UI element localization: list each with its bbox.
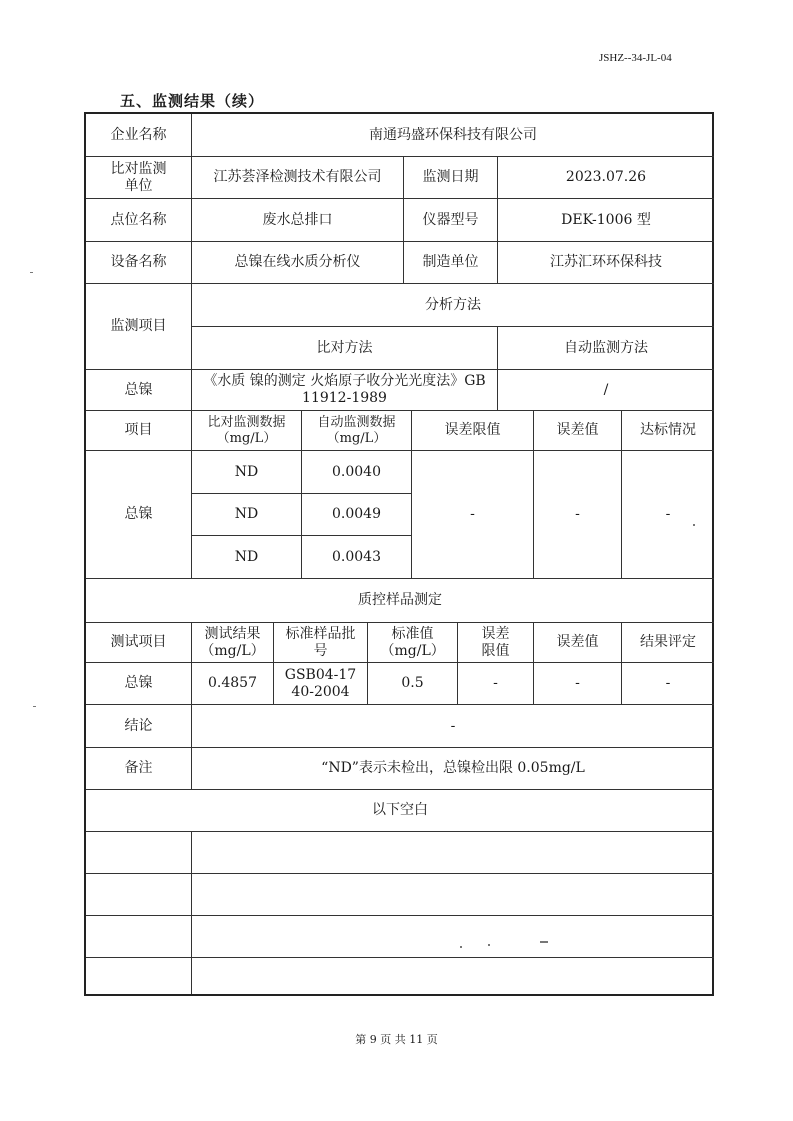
compare-method-label: 比对方法 bbox=[192, 327, 498, 370]
blank-note: 以下空白 bbox=[86, 790, 714, 832]
remark-value: “ND”表示未检出，总镍检出限 0.05mg/L bbox=[192, 748, 714, 790]
error-value: - bbox=[534, 451, 622, 579]
results-header-compare: 比对监测数据（mg/L） bbox=[192, 411, 302, 451]
qc-evaluation: - bbox=[622, 663, 714, 705]
device-label: 设备名称 bbox=[86, 242, 192, 284]
results-header-error: 误差值 bbox=[534, 411, 622, 451]
empty-cell bbox=[86, 958, 192, 994]
empty-cell bbox=[86, 832, 192, 874]
auto-method-value: / bbox=[498, 370, 714, 411]
analysis-method-label: 分析方法 bbox=[192, 284, 714, 327]
page-number: 第 9 页 共 11 页 bbox=[355, 1033, 438, 1046]
qc-batch: GSB04-1740-2004 bbox=[274, 663, 368, 705]
conclusion-value: - bbox=[192, 705, 714, 748]
results-header-auto: 自动监测数据（mg/L） bbox=[302, 411, 412, 451]
document-code: JSHZ--34-JL-04 bbox=[599, 52, 672, 64]
qc-header-item: 测试项目 bbox=[86, 623, 192, 663]
empty-cell bbox=[192, 832, 714, 874]
compare-value-2: ND bbox=[192, 494, 302, 536]
qc-header-batch: 标准样品批号 bbox=[274, 623, 368, 663]
qc-result: 0.4857 bbox=[192, 663, 274, 705]
scan-speck bbox=[460, 946, 462, 948]
scan-speck bbox=[693, 524, 695, 526]
scan-speck bbox=[30, 272, 33, 273]
results-header-limit: 误差限值 bbox=[412, 411, 534, 451]
empty-cell bbox=[86, 916, 192, 958]
empty-cell bbox=[192, 958, 714, 994]
scan-speck bbox=[540, 941, 548, 943]
scan-speck bbox=[488, 944, 490, 946]
monitor-item-label: 监测项目 bbox=[86, 284, 192, 370]
method-item: 总镍 bbox=[86, 370, 192, 411]
compare-value-1: ND bbox=[192, 451, 302, 494]
model-label: 仪器型号 bbox=[404, 199, 498, 242]
results-header-status: 达标情况 bbox=[622, 411, 714, 451]
status-value: - bbox=[622, 451, 714, 579]
compare-method-value: 《水质 镍的测定 火焰原子收分光光度法》GB 11912-1989 bbox=[192, 370, 498, 411]
qc-header-standard: 标准值（mg/L） bbox=[368, 623, 458, 663]
company-label: 企业名称 bbox=[86, 114, 192, 157]
auto-value-1: 0.0040 bbox=[302, 451, 412, 494]
empty-cell bbox=[86, 874, 192, 916]
monitoring-results-table bbox=[84, 112, 714, 996]
maker-value: 江苏汇环环保科技 bbox=[498, 242, 714, 284]
qc-standard-value: 0.5 bbox=[368, 663, 458, 705]
monitor-date-value: 2023.07.26 bbox=[498, 157, 714, 199]
point-value: 废水总排口 bbox=[192, 199, 404, 242]
model-value: DEK-1006 型 bbox=[498, 199, 714, 242]
results-item: 总镍 bbox=[86, 451, 192, 579]
compare-unit-label: 比对监测单位 bbox=[86, 157, 192, 199]
qc-header-error: 误差值 bbox=[534, 623, 622, 663]
qc-title: 质控样品测定 bbox=[86, 579, 714, 623]
empty-cell bbox=[192, 874, 714, 916]
compare-value-3: ND bbox=[192, 536, 302, 579]
maker-label: 制造单位 bbox=[404, 242, 498, 284]
qc-header-result: 测试结果（mg/L） bbox=[192, 623, 274, 663]
qc-error: - bbox=[534, 663, 622, 705]
compare-unit-value: 江苏荟泽检测技术有限公司 bbox=[192, 157, 404, 199]
monitor-date-label: 监测日期 bbox=[404, 157, 498, 199]
empty-cell bbox=[192, 916, 714, 958]
auto-method-label: 自动监测方法 bbox=[498, 327, 714, 370]
point-label: 点位名称 bbox=[86, 199, 192, 242]
error-limit-value: - bbox=[412, 451, 534, 579]
auto-value-2: 0.0049 bbox=[302, 494, 412, 536]
conclusion-label: 结论 bbox=[86, 705, 192, 748]
qc-header-limit: 误差限值 bbox=[458, 623, 534, 663]
qc-header-evaluation: 结果评定 bbox=[622, 623, 714, 663]
qc-item: 总镍 bbox=[86, 663, 192, 705]
remark-label: 备注 bbox=[86, 748, 192, 790]
auto-value-3: 0.0043 bbox=[302, 536, 412, 579]
scan-speck bbox=[33, 706, 36, 707]
qc-limit: - bbox=[458, 663, 534, 705]
company-name: 南通玛盛环保科技有限公司 bbox=[192, 114, 714, 157]
section-title: 五、监测结果（续） bbox=[120, 92, 265, 110]
device-value: 总镍在线水质分析仪 bbox=[192, 242, 404, 284]
results-header-item: 项目 bbox=[86, 411, 192, 451]
